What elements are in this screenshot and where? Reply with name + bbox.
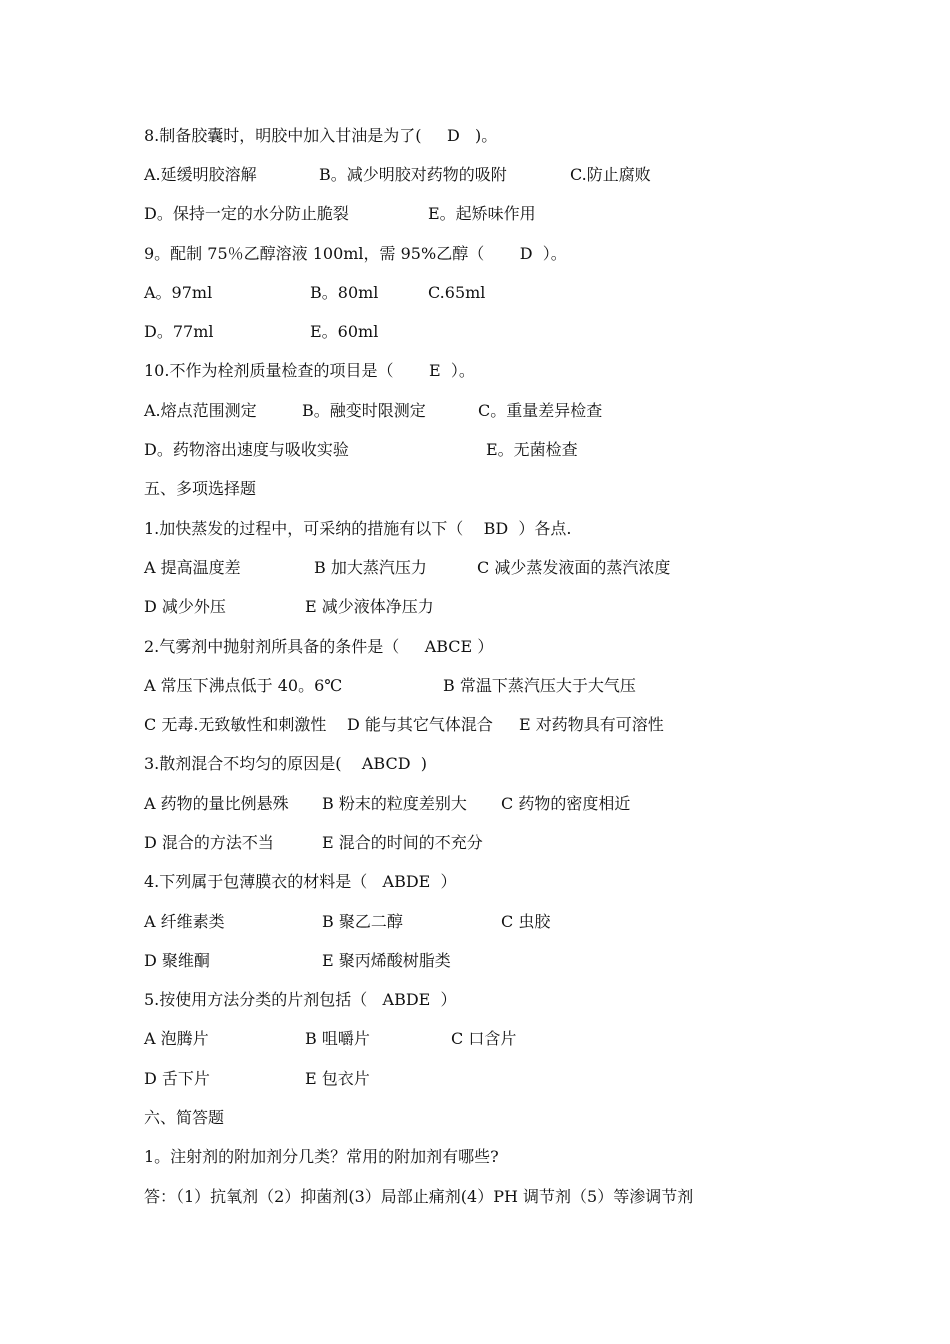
option: C.防止腐败 [570,165,651,184]
option: A 泡腾片 [144,1029,209,1048]
option: D。77ml [144,322,214,341]
option: A 纤维素类 [144,912,225,931]
option: D。药物溶出速度与吸收实验 [144,440,349,459]
option: B。减少明胶对药物的吸附 [319,165,507,184]
option: C.65ml [428,283,486,302]
option: B 粉末的粒度差别大 [322,794,467,813]
option: D 舌下片 [144,1069,210,1088]
option: B 聚乙二醇 [322,912,403,931]
question-text: 3.散剂混合不均匀的原因是( ABCD ) [144,754,427,773]
option: E 聚丙烯酸树脂类 [322,951,451,970]
option: D。保持一定的水分防止脆裂 [144,204,349,223]
question-text: 1.加快蒸发的过程中，可采纳的措施有以下（ BD ）各点. [144,519,572,538]
option: A.延缓明胶溶解 [144,165,257,184]
option: B。融变时限测定 [302,401,426,420]
section-title: 五、多项选择题 [144,479,257,498]
option: B 加大蒸汽压力 [314,558,427,577]
option: B。80ml [310,283,379,302]
option: E。起矫味作用 [428,204,536,223]
option: E 减少液体净压力 [305,597,434,616]
option: B 常温下蒸汽压大于大气压 [443,676,636,695]
option: C 无毒.无致敏性和刺激性 [144,715,327,734]
section-title: 六、简答题 [144,1108,225,1127]
option: D 能与其它气体混合 [347,715,493,734]
question-text: 2.气雾剂中抛射剂所具备的条件是（ ABCE ） [144,637,494,656]
option: E 对药物具有可溶性 [519,715,664,734]
option: A 药物的量比例悬殊 [144,794,289,813]
option: C 减少蒸发液面的蒸汽浓度 [477,558,671,577]
option: E 包衣片 [305,1069,370,1088]
answer-text: 答：（1）抗氧剂（2）抑菌剂(3）局部止痛剂(4）PH 调节剂（5）等渗调节剂 [144,1187,694,1206]
option: D 聚维酮 [144,951,210,970]
option: A.熔点范围测定 [144,401,257,420]
answer [144,1186,694,1252]
option: C 药物的密度相近 [501,794,631,813]
question-text: 10.不作为栓剂质量检查的项目是（ E ）。 [144,361,475,380]
question-text: 5.按使用方法分类的片剂包括（ ABDE ） [144,990,457,1009]
option: C。重量差异检查 [478,401,603,420]
question-text: 4.下列属于包薄膜衣的材料是（ ABDE ） [144,872,457,891]
option: A 常压下沸点低于 40。6℃ [144,676,343,695]
option: B 咀嚼片 [305,1029,370,1048]
option: E 混合的时间的不充分 [322,833,483,852]
question-text: 1。注射剂的附加剂分几类？常用的附加剂有哪些? [144,1147,499,1166]
option: C 口含片 [451,1029,517,1048]
question-text: 8.制备胶囊时，明胶中加入甘油是为了( D )。 [144,126,498,145]
option: E。无菌检查 [486,440,578,459]
option: A 提高温度差 [144,558,241,577]
option: D 混合的方法不当 [144,833,274,852]
question-text: 9。配制 75％乙醇溶液 100ml，需 95%乙醇（ D ）。 [144,244,567,263]
option: E。60ml [310,322,379,341]
option: A。97ml [144,283,213,302]
option: D 减少外压 [144,597,226,616]
option: C 虫胶 [501,912,551,931]
